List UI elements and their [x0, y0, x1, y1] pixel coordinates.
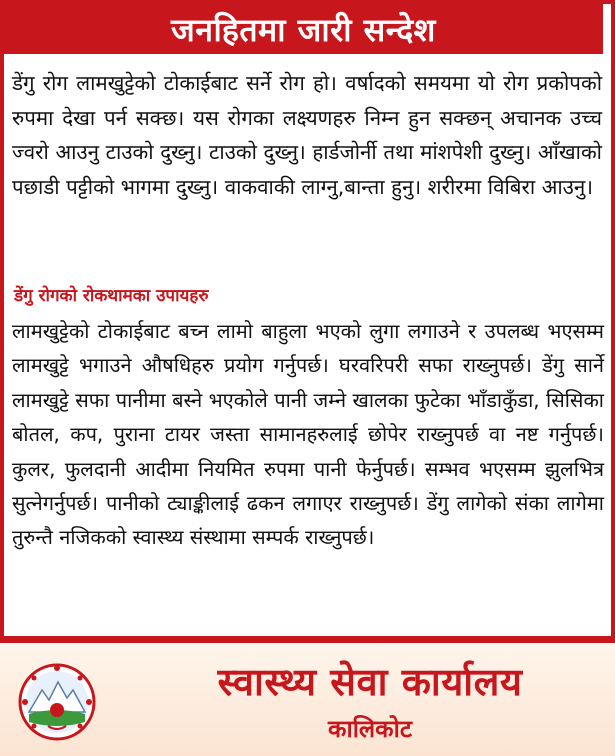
- prevention-heading: डेंगु रोगको रोकथामका उपायहरु: [14, 286, 209, 306]
- office-location: कालिकोट: [328, 715, 412, 743]
- intro-paragraph: डेंगु रोग लामखुट्टेको टोकाईबाट सर्ने रोग हो। वर्षादको समयमा यो रोग प्रकोपको रुपमा देखा पर्न सक्छ। यस रोगका लक्ष्यणहरु निम्न हुन सक्छन् अचानक उच्च ज्वरो आउनु टाउको दुख्नु। टाउको दुख्नु। हार्डजोर्नी तथा मांशपेशी दुख्नु। आँखाको पछाडी पट्टीको भागमा दुख्नु। वाकवाकी लाग्नु,बान्ता हुनु। शरीरमा विबिरा आउनु।: [12, 71, 602, 199]
- nepal-government-emblem-icon: [16, 660, 98, 742]
- prevention-paragraph: लामखुट्टेको टोकाईबाट बच्न लामो बाहुला भएको लुगा लगाउने र उपलब्ध भएसम्म लामखुट्टे भगाउने औषधिहरु प्रयोग गर्नुपर्छ। घरवरिपरी सफा राख्नुपर्छ। डेंगु सार्ने लामखुट्टे सफा पानीमा बस्ने भएकोले पानी जम्ने खालका फुटेका भाँडाकुँडा, सिसिका बोतल, कप, पुराना टायर जस्ता सामानहरुलाई छोपेर राख्नुपर्छ वा नष्ट गर्नुपर्छ। कुलर, फुलदानी आदीमा नियमित रुपमा पानी फेर्नुपर्छ। सम्भव भएसम्म झुलभित्र सुत्नेगर्नुपर्छ। पानीको ट्याङ्कीलाई ढकन लगाएर राख्नुपर्छ। डेंगु लागेको संका लागेमा तुरुन्तै नजिकको स्वास्थ्य संस्थामा सम्पर्क राख्नुपर्छ।: [12, 319, 604, 550]
- notice-header: [4, 4, 603, 54]
- office-name: स्वास्थ्य सेवा कार्यालय: [217, 660, 523, 704]
- notice-title: जनहितमा जारी सन्देश: [171, 10, 436, 49]
